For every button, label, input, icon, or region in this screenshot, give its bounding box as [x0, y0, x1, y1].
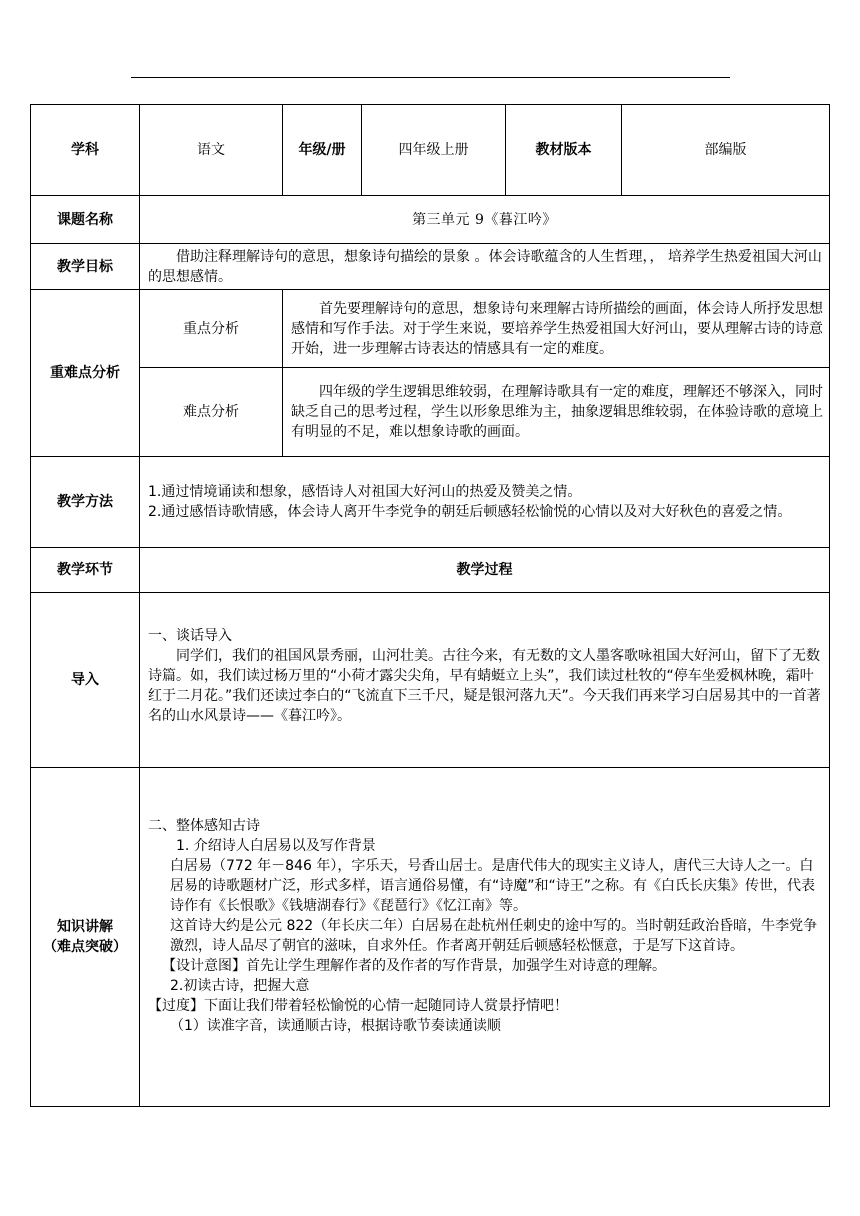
knowledge-item-1: 1. 介绍诗人白居易以及写作背景 — [176, 838, 376, 854]
title-row — [31, 196, 830, 244]
knowledge-heading: 二、整体感知古诗 — [148, 818, 260, 834]
methods-row — [31, 457, 830, 548]
goals-row — [31, 244, 830, 290]
edition-value: 部编版 — [622, 105, 830, 196]
knowledge-label-cell — [31, 768, 140, 1107]
methods-line-2: 2.通过感悟诗歌情感，体会诗人离开牛李党争的朝廷后顿感轻松愉悦的心情以及对大好秋色的喜爱之情。 — [148, 504, 792, 520]
intro-text: 同学们，我们的祖国风景秀丽，山河壮美。古往今来，有无数的文人墨客歌咏祖国大好河山，留下了无数诗篇。如，我们读过杨万里的“小荷才露尖尖角，早有蜻蜓立上头”，我们读过杜牧的“停车坐爱枫林晚，霜叶红于二月花。”我们还读过李白的“飞流直下三千尺，疑是银河落九天”。今天我们再来学习白居易其中的一首著名的山水风景诗——《暮江吟》。 — [148, 648, 821, 724]
intro-heading: 一、谈话导入 — [148, 628, 232, 644]
intro-label: 导入 — [31, 593, 140, 768]
poet-bio: 白居易（772 年－846 年），字乐天，号香山居士。是唐代伟大的现实主义诗人，唐代三大诗人之一。白居易的诗歌题材广泛，形式多样，语言通俗易懂，有“诗魔”和“诗王”之称。有《白氏长庆集》传世，代表诗作有《长恨歌》《钱塘湖春行》《琵琶行》《忆江南》等。 — [170, 858, 816, 914]
intro-row — [31, 593, 830, 768]
lesson-plan-table — [30, 104, 830, 1107]
difficult-analysis-row — [31, 368, 830, 457]
goals-text-cell — [140, 244, 830, 290]
grade-label: 年级/册 — [283, 105, 362, 196]
intro-cell — [140, 593, 830, 768]
reading-step-1: （1）读准字音，读通顺古诗，根据诗歌节奏读通读顺 — [170, 1018, 501, 1034]
process-label: 教学过程 — [140, 548, 830, 593]
knowledge-cell — [140, 768, 830, 1107]
design-intent: 【设计意图】首先让学生理解作者的及作者的写作背景，加强学生对诗意的理解。 — [162, 958, 666, 974]
process-stage-label: 教学环节 — [31, 548, 140, 593]
difficult-analysis-text: 四年级的学生逻辑思维较弱，在理解诗歌具有一定的难度，理解还不够深入，同时缺乏自己的思考过程，学生以形象思维为主，抽象逻辑思维较弱，在体验诗歌的意境上有明显的不足，难以想象诗歌的画面。 — [291, 384, 823, 440]
methods-cell — [140, 457, 830, 548]
knowledge-label: 知识讲解 — [57, 919, 113, 935]
methods-line-1: 1.通过情境诵读和想象，感悟诗人对祖国大好河山的热爱及赞美之情。 — [148, 484, 582, 500]
title-label: 课题名称 — [31, 196, 140, 244]
lesson-title: 第三单元 9《暮江吟》 — [140, 196, 830, 244]
process-header-row — [31, 548, 830, 593]
edition-label: 教材版本 — [506, 105, 622, 196]
poem-background: 这首诗大约是公元 822（年长庆二年）白居易在赴杭州任刺史的途中写的。当时朝廷政治昏暗，牛李党争激烈，诗人品尽了朝官的滋味，自求外任。作者离开朝廷后顿感轻松惬意，于是写下这首诗。 — [170, 918, 818, 954]
header-row — [31, 105, 830, 196]
goals-label: 教学目标 — [31, 244, 140, 290]
goals-text: 借助注释理解诗句的意思，想象诗句描绘的景象 。体会诗歌蕴含的人生哲理，， 培养学生热爱祖国大河山的思想感情。 — [148, 248, 822, 285]
methods-label: 教学方法 — [31, 457, 140, 548]
key-analysis-label: 重点分析 — [140, 290, 283, 368]
difficult-analysis-cell — [283, 368, 830, 457]
key-analysis-cell — [283, 290, 830, 368]
difficult-analysis-label: 难点分析 — [140, 368, 283, 457]
knowledge-sublabel: （难点突破） — [43, 939, 127, 955]
subject-label: 学科 — [31, 105, 140, 196]
key-analysis-text: 首先要理解诗句的意思，想象诗句来理解古诗所描绘的画面，体会诗人所抒发思想感情和写作手法。对于学生来说，要培养学生热爱祖国大好河山，要从理解古诗的诗意开始，进一步理解古诗表达的情感具有一定的难度。 — [291, 300, 823, 357]
header-rule — [131, 77, 730, 78]
transition-note: 【过度】下面让我们带着轻松愉悦的心情一起随同诗人赏景抒情吧！ — [148, 998, 568, 1014]
key-analysis-row — [31, 290, 830, 368]
knowledge-item-2: 2.初读古诗，把握大意 — [170, 978, 310, 994]
subject-value: 语文 — [140, 105, 283, 196]
analysis-label: 重难点分析 — [31, 290, 140, 457]
knowledge-row — [31, 768, 830, 1107]
grade-value: 四年级上册 — [362, 105, 506, 196]
